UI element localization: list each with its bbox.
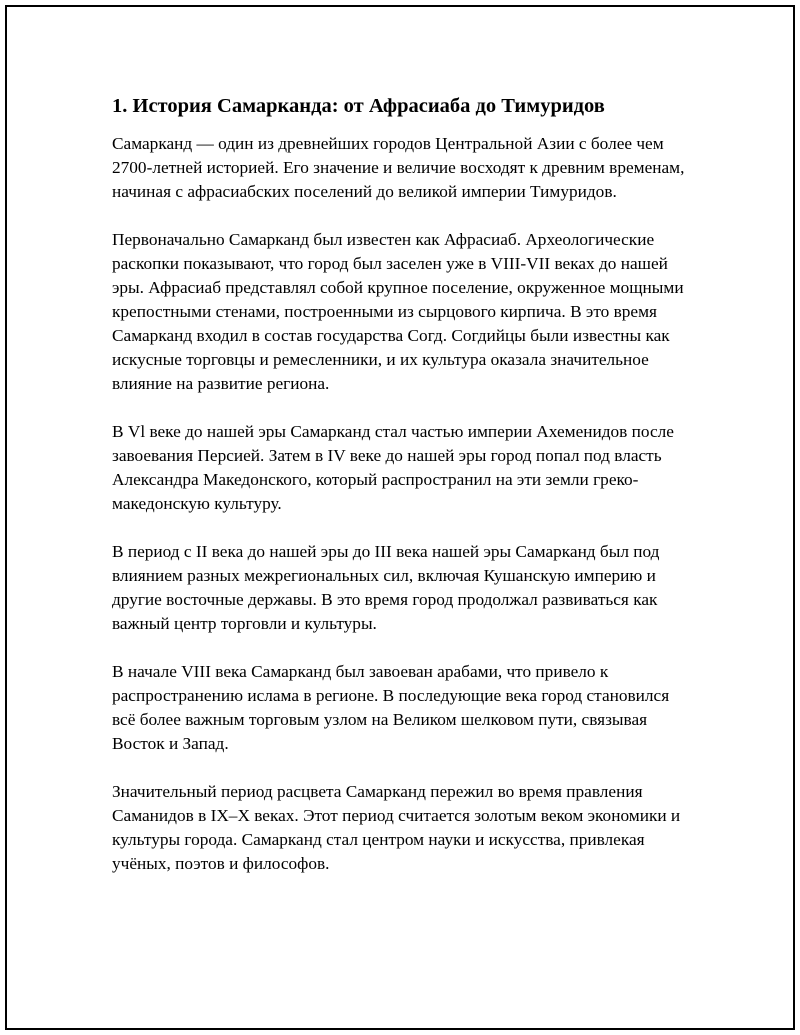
paragraph-1: Самарканд — один из древнейших городов Центральной Азии с более чем 2700-летней историей. Его значение и величие восходят к древним временам, начиная с афрасиабских поселений до великой империи Тимуридов. — [112, 134, 685, 201]
document-title: 1. История Самарканда: от Афрасиаба до Тимуридов — [112, 95, 605, 117]
paragraph-3: В Vl веке до нашей эры Самарканд стал частью империи Ахеменидов после завоевания Персией. Затем в IV веке до нашей эры город попал под власть Александра Македонского, который распространил на эти земли греко-македонскую культуру. — [112, 422, 674, 513]
paragraph-5: В начале VIII века Самарканд был завоеван арабами, что привело к распространению ислама в регионе. В последующие века город становился всё более важным торговым узлом на Великом шелковом пути, связывая Восток и Запад. — [112, 662, 670, 753]
paragraph-4: В период с II века до нашей эры до III века нашей эры Самарканд был под влиянием разных межрегиональных сил, включая Кушанскую империю и другие восточные державы. В это время город продолжал развиваться как важный центр торговли и культуры. — [112, 542, 660, 633]
document-body — [112, 86, 692, 900]
paragraph-2: Первоначально Самарканд был известен как Афрасиаб. Археологические раскопки показывают, что город был заселен уже в VIII-VII веках до нашей эры. Афрасиаб представлял собой крупное поселение, окруженное мощными крепостными стенами, построенными из сырцового кирпича. В это время Самарканд входил в состав государства Согд. Согдийцы были известны как искусные торговцы и ремесленники, и их культура оказала значительное влияние на развитие региона. — [112, 230, 684, 393]
paragraph-6: Значительный период расцвета Самарканд пережил во время правления Саманидов в IX–X веках. Этот период считается золотым веком экономики и культуры города. Самарканд стал центром науки и искусства, привлекая учёных, поэтов и философов. — [112, 782, 681, 873]
